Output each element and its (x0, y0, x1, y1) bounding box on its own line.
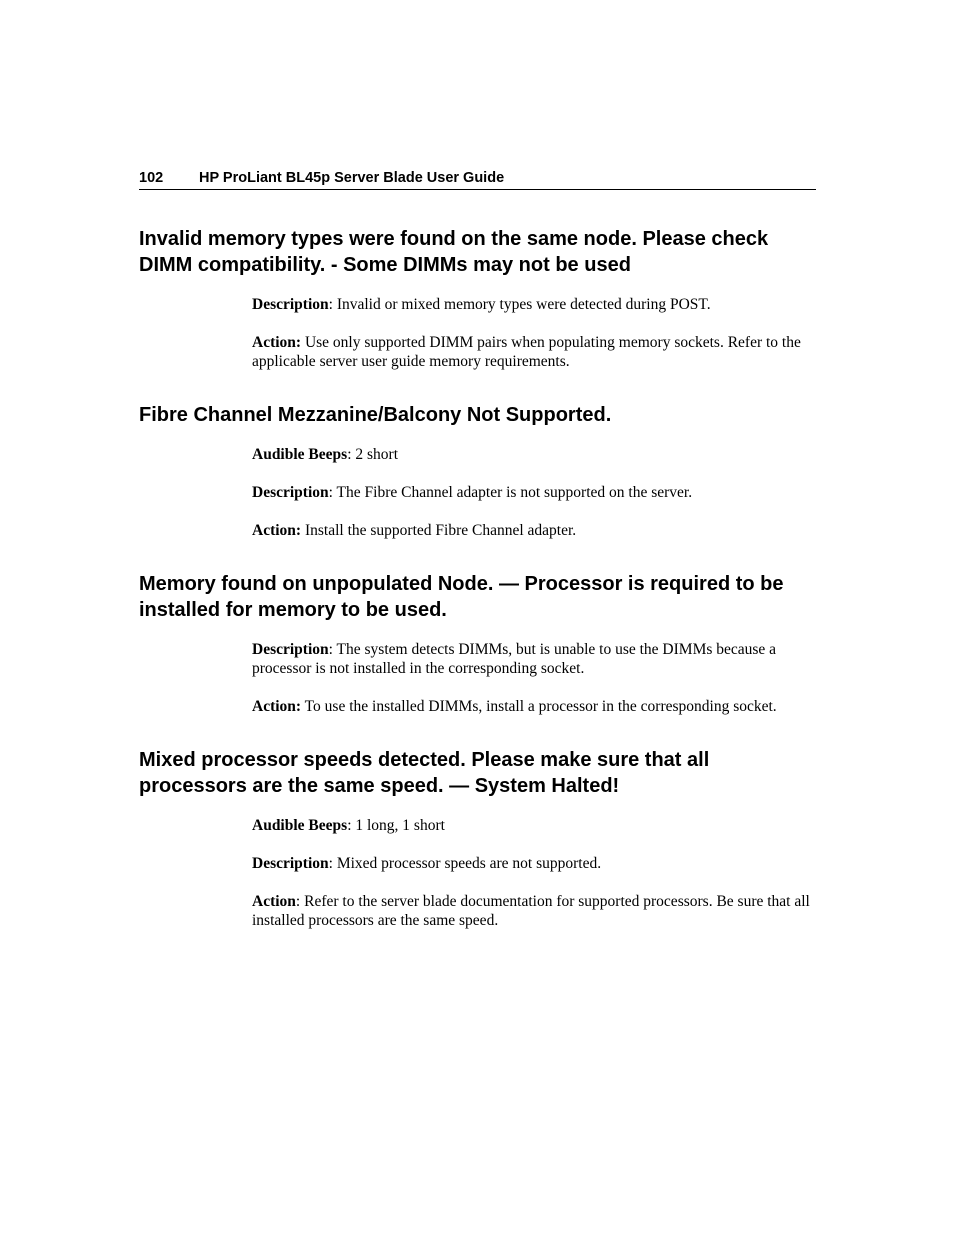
description-label: Description (252, 855, 329, 872)
description-text: Mixed processor speeds are not supported. (332, 855, 602, 872)
description-paragraph (252, 640, 816, 678)
description-text: The Fibre Channel adapter is not supported on the server. (332, 484, 693, 501)
label-separator: : (328, 484, 333, 501)
section-spacer (139, 735, 816, 747)
description-label: Description (252, 641, 329, 658)
action-paragraph (252, 697, 816, 716)
section-heading: Fibre Channel Mezzanine/Balcony Not Supported. (139, 404, 612, 426)
action-text: Use only supported DIMM pairs when populating memory sockets. Refer to the applicable server user guide memory requirements. (252, 334, 801, 370)
action-label: Action (252, 893, 296, 910)
action-paragraph (252, 892, 816, 930)
label-separator: : (328, 641, 333, 658)
label-separator: : (328, 855, 333, 872)
audible-beeps-paragraph (252, 445, 816, 464)
section-heading: Mixed processor speeds detected. Please make sure that all processors are the same speed. — System Halted! (139, 749, 710, 797)
label-separator: : (295, 893, 301, 910)
action-label: Action: (252, 698, 302, 715)
section-invalid-memory-types (139, 226, 816, 371)
description-paragraph (252, 854, 816, 873)
section-spacer (139, 559, 816, 571)
label-separator: : (328, 296, 333, 313)
action-text: Refer to the server blade documentation for supported processors. Be sure that all installed processors are the same speed. (252, 893, 810, 929)
action-text: To use the installed DIMMs, install a processor in the corresponding socket. (301, 698, 777, 715)
audible-beeps-paragraph (252, 816, 816, 835)
page-header (139, 168, 816, 190)
action-label: Action: (252, 522, 302, 539)
audible-beeps-label: Audible Beeps (252, 446, 348, 463)
page-number: 102 (139, 170, 164, 186)
label-separator: : (347, 446, 352, 463)
description-label: Description (252, 296, 329, 313)
action-label: Action: (252, 334, 302, 351)
description-paragraph (252, 483, 816, 502)
page-content (139, 226, 816, 949)
section-spacer (139, 390, 816, 402)
description-text: The system detects DIMMs, but is unable to use the DIMMs because a processor is not installed in the corresponding socket. (252, 641, 777, 677)
action-text: Install the supported Fibre Channel adapter. (301, 522, 577, 539)
label-separator: : (347, 817, 352, 834)
section-heading: Invalid memory types were found on the same node. Please check DIMM compatibility. - Some DIMMs may not be used (139, 228, 769, 276)
section-fibre-channel (139, 402, 816, 540)
audible-beeps-label: Audible Beeps (252, 817, 348, 834)
audible-beeps-text: 2 short (351, 446, 398, 463)
description-label: Description (252, 484, 329, 501)
action-paragraph (252, 333, 816, 371)
description-paragraph (252, 295, 816, 314)
section-heading: Memory found on unpopulated Node. — Processor is required to be installed for memory to be used. (139, 573, 784, 621)
section-memory-unpopulated-node (139, 571, 816, 716)
header-title: HP ProLiant BL45p Server Blade User Guide (199, 170, 505, 186)
audible-beeps-text: 1 long, 1 short (351, 817, 445, 834)
action-paragraph (252, 521, 816, 540)
section-mixed-processor-speeds (139, 747, 816, 930)
description-text: Invalid or mixed memory types were detected during POST. (332, 296, 711, 313)
